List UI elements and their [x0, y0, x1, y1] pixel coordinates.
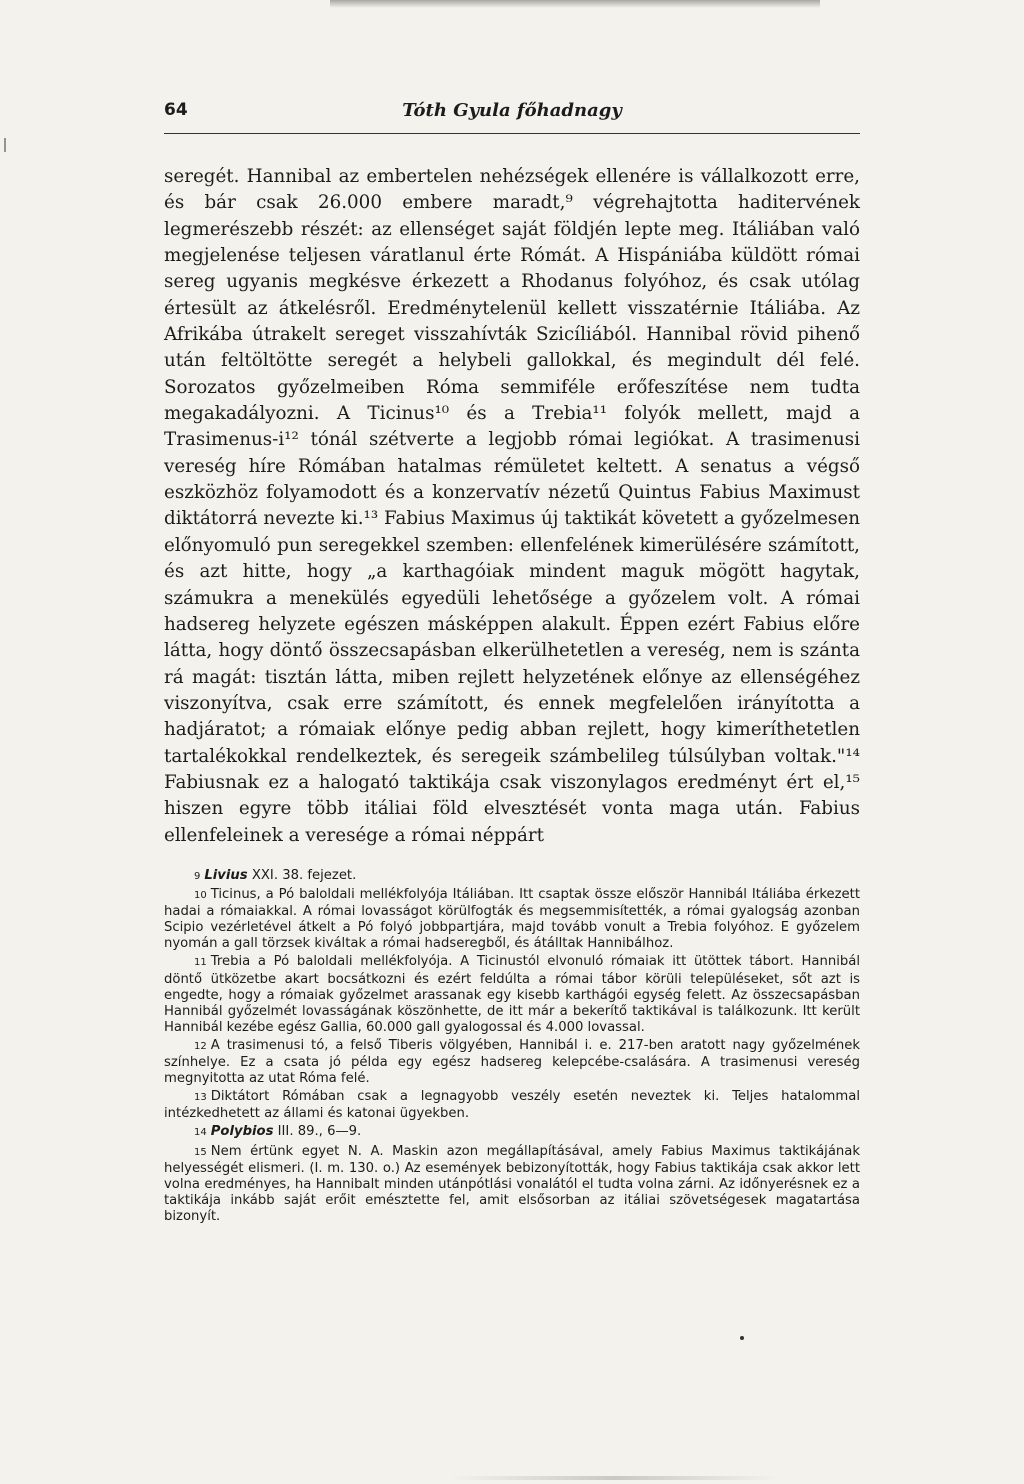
ink-speck	[740, 1336, 744, 1340]
footnote-number: 10	[194, 890, 207, 902]
footnote-13	[164, 1089, 860, 1122]
footnote-number: 12	[194, 1040, 207, 1052]
footnote-9	[164, 868, 860, 885]
footnotes	[164, 868, 860, 1227]
footnote-number: 11	[194, 957, 207, 969]
footnote-number: 14	[194, 1127, 207, 1139]
footnote-15	[164, 1144, 860, 1225]
footnote-text: Diktátort Rómában csak a legnagyobb veszély esetén neveztek ki. Teljes hatalommal intézkedhetett az állami és katonai ügyekben.	[164, 1089, 860, 1122]
page-number: 64	[164, 100, 188, 120]
footnote-text: Nem értünk egyet N. A. Maskin azon megállapításával, amely Fabius Maximus taktikájának helyességét elismeri. (I. m. 130. o.) Az események bebizonyították, hogy Fabius taktikája csak akkor lett volna eredményes, ha Hannibalt minden utánpótlási vonalától el tudta volna zárni. Az időnyerésnek ez a taktikája inkább saját erőit emésztette fel, amit elsősorban az itáliai szövetségesek magatartása bizonyít.	[164, 1143, 860, 1224]
scan-edge-shadow	[450, 1476, 780, 1480]
running-title: Tóth Gyula főhadnagy	[402, 100, 622, 121]
header-rule	[164, 133, 860, 134]
footnote-text: Ticinus, a Pó baloldali mellékfolyója Itáliában. Itt csaptak össze először Hannibál Itáliába érkezett hadai a rómaiakkal. A római lovasságot körülfogták és megsemmisítették, a római gyalogság azonban Scipio vezérletével átkelt a Pó folyó jobbpartjára, majd tovább vonult a Trebia folyóhoz. E győzelem nyomán a gall törzsek kiváltak a római hadseregből, és átálltak Hannibálhoz.	[164, 887, 860, 952]
footnote-text: III. 89., 6—9.	[277, 1124, 362, 1140]
footnote-10	[164, 887, 860, 952]
footnote-14	[164, 1124, 860, 1141]
scan-edge-shadow	[330, 0, 820, 8]
footnote-number: 9	[194, 871, 201, 882]
footnote-source: Polybios	[210, 1124, 274, 1140]
footnote-text: A trasimenusi tó, a felső Tiberis völgyében, Hannibál i. e. 217-ben aratott nagy győzelmének színhelye. Ez a csata jó példa egy egész hadsereg kelepcébe-csalására. A trasimenusi vereség megnyitotta az utat Róma felé.	[164, 1037, 860, 1087]
footnote-text: Trebia a Pó baloldali mellékfolyója. A Ticinustól elvonuló rómaiak itt ütöttek tábort. Hannibál döntő ütközetbe akart bocsátkozni és ezért feldúlta a római tábor körüli településeket, sőt azt is engedte, hogy a rómaiak győzelmet arassanak egy kisebb karthágói egység felett. Az összecsapásban Hannibál győzelmét lovasságának köszönhette, de itt már a bekerítő taktikával is találkozunk. Itt került Hannibál kezébe egész Gallia, 60.000 gall gyalogossal és 4.000 lovassal.	[164, 954, 860, 1035]
footnote-number: 15	[194, 1146, 207, 1158]
footnote-12	[164, 1038, 860, 1087]
footnote-11	[164, 954, 860, 1035]
footnote-source: Livius	[204, 868, 248, 883]
body-paragraph: seregét. Hannibal az embertelen nehézségek ellenére is vállalkozott erre, és bár csak 26.000 embere maradt,⁹ végrehajtotta haditervének legmerészebb részét: az ellenséget saját földjén lepte meg. Itáliában való megjelenése teljesen váratlanul érte Rómát. A Hispániába küldött római sereg ugyanis megkésve érkezett a Rhodanus folyóhoz, és csak utólag értesült az átkelésről. Eredménytelenül kellett visszatérnie Itáliába. Az Afrikába útrakelt sereget visszahívták Szicíliából. Hannibal rövid pihenő után feltöltötte seregét a helybeli gallokkal, és megindult dél felé. Sorozatos győzelmeiben Róma semmiféle erőfeszítése nem tudta megakadályozni. A Ticinus¹⁰ és a Trebia¹¹ folyók mellett, majd a Trasimenus-i¹² tónál szétverte a legjobb római legiókat. A trasimenusi vereség híre Rómában hatalmas rémületet keltett. A senatus a végső eszközhöz folyamodott és a konzervatív nézetű Quintus Fabius Maximust diktátorrá nevezte ki.¹³ Fabius Maximus új taktikát követett a győzelmesen előnyomuló pun seregekkel szemben: ellenfelének kimerülésére számított, és azt hitte, hogy „a karthagóiak mindent maguk mögött hagytak, számukra a menekülés egyedüli lehetősége a győzelem volt. A római hadsereg helyzete egészen másképpen alakult. Éppen ezért Fabius előre látta, hogy döntő összecsapásban elkerülhetetlen a vereség, nem is szánta rá magát: tisztán látta, miben rejlett helyzetének előnye az ellenségéhez viszonyítva, csak erre számított, és ennek megfelelően irányította a hadjáratot; a rómaiak előnye pedig abban rejlett, hogy kimeríthetetlen tartalékokkal rendelkeztek, és seregeik számbelileg túlsúlyban voltak."¹⁴ Fabiusnak ez a halogató taktikája csak viszonylagos eredményt ért el,¹⁵ hiszen egyre több itáliai föld elvesztését vonta maga után. Fabius ellenfeleinek a veresége a római néppárt	[164, 166, 860, 846]
page-header	[164, 100, 860, 134]
footnote-number: 13	[194, 1092, 207, 1104]
footnote-text: XXI. 38. fejezet.	[251, 868, 357, 883]
margin-mark	[4, 138, 12, 152]
